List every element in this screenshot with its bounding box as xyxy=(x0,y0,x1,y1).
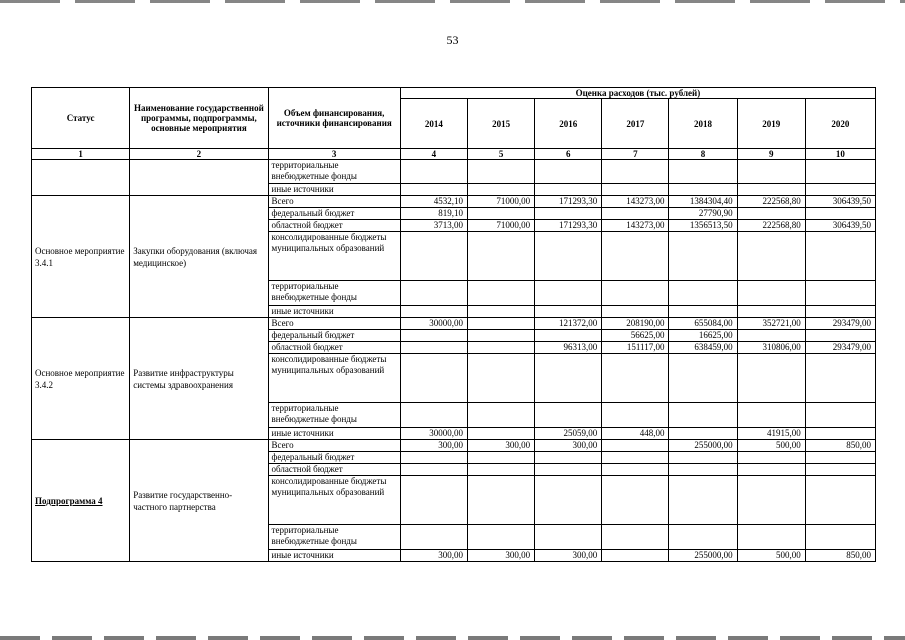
value-cell xyxy=(602,184,669,196)
value-cell xyxy=(400,232,467,281)
header-estimate: Оценка расходов (тыс. рублей) xyxy=(400,88,875,99)
value-cell: 208190,00 xyxy=(602,318,669,330)
source-cell: федеральный бюджет xyxy=(268,330,400,342)
value-cell xyxy=(535,476,602,525)
value-cell: 41915,00 xyxy=(737,428,805,440)
value-cell: 27790,90 xyxy=(669,208,737,220)
value-cell: 300,00 xyxy=(400,440,467,452)
value-cell xyxy=(467,354,534,403)
value-cell xyxy=(467,476,534,525)
value-cell xyxy=(467,452,534,464)
value-cell: 3713,00 xyxy=(400,220,467,232)
value-cell xyxy=(400,342,467,354)
value-cell xyxy=(602,281,669,306)
header-name: Наименование государственной программы, подпрограммы, основные мероприятия xyxy=(130,88,268,149)
value-cell: 143273,00 xyxy=(602,196,669,208)
col-number: 6 xyxy=(535,149,602,160)
value-cell xyxy=(805,464,875,476)
value-cell xyxy=(400,476,467,525)
value-cell xyxy=(535,232,602,281)
value-cell xyxy=(669,452,737,464)
value-cell: 255000,00 xyxy=(669,440,737,452)
value-cell xyxy=(805,476,875,525)
source-cell: областной бюджет xyxy=(268,342,400,354)
status-label: Основное мероприятие 3.4.2 xyxy=(35,367,125,390)
source-cell: консолидированные бюджеты муниципальных образований xyxy=(268,354,400,403)
value-cell xyxy=(535,184,602,196)
value-cell xyxy=(467,208,534,220)
value-cell xyxy=(400,403,467,428)
value-cell xyxy=(805,306,875,318)
value-cell xyxy=(737,476,805,525)
value-cell xyxy=(669,281,737,306)
value-cell xyxy=(669,306,737,318)
value-cell xyxy=(805,208,875,220)
header-status: Статус xyxy=(32,88,130,149)
value-cell: 819,10 xyxy=(400,208,467,220)
value-cell xyxy=(737,330,805,342)
value-cell xyxy=(467,281,534,306)
value-cell: 500,00 xyxy=(737,550,805,562)
source-cell: Всего xyxy=(268,196,400,208)
source-cell: областной бюджет xyxy=(268,220,400,232)
value-cell: 222568,80 xyxy=(737,196,805,208)
value-cell xyxy=(805,330,875,342)
measure-name: Закупки оборудования (включая медицинское) xyxy=(133,245,257,268)
table-row xyxy=(32,440,876,452)
value-cell xyxy=(805,403,875,428)
value-cell: 448,00 xyxy=(602,428,669,440)
header-year: 2017 xyxy=(602,99,669,149)
value-cell xyxy=(535,330,602,342)
value-cell xyxy=(602,160,669,184)
value-cell xyxy=(737,354,805,403)
source-cell: консолидированные бюджеты муниципальных образований xyxy=(268,232,400,281)
value-cell xyxy=(602,440,669,452)
status-label: Подпрограмма 4 xyxy=(35,495,103,506)
value-cell xyxy=(535,354,602,403)
value-cell: 300,00 xyxy=(467,440,534,452)
value-cell xyxy=(602,354,669,403)
col-number: 10 xyxy=(805,149,875,160)
value-cell: 300,00 xyxy=(535,550,602,562)
col-number: 2 xyxy=(130,149,268,160)
header-year: 2015 xyxy=(467,99,534,149)
value-cell xyxy=(535,208,602,220)
value-cell xyxy=(669,464,737,476)
value-cell xyxy=(805,452,875,464)
value-cell xyxy=(400,306,467,318)
value-cell xyxy=(467,160,534,184)
value-cell: 30000,00 xyxy=(400,428,467,440)
status-label: Основное мероприятие 3.4.1 xyxy=(35,245,125,268)
value-cell xyxy=(467,184,534,196)
name-cell xyxy=(130,196,268,318)
value-cell xyxy=(467,306,534,318)
source-cell: областной бюджет xyxy=(268,464,400,476)
col-number: 3 xyxy=(268,149,400,160)
source-cell: территориальные внебюджетные фонды xyxy=(268,160,400,184)
value-cell: 16625,00 xyxy=(669,330,737,342)
value-cell: 71000,00 xyxy=(467,220,534,232)
value-cell xyxy=(805,184,875,196)
col-number: 5 xyxy=(467,149,534,160)
value-cell: 30000,00 xyxy=(400,318,467,330)
value-cell xyxy=(400,160,467,184)
value-cell: 171293,30 xyxy=(535,220,602,232)
source-cell: Всего xyxy=(268,318,400,330)
header-year: 2018 xyxy=(669,99,737,149)
status-cell xyxy=(32,196,130,318)
value-cell xyxy=(805,525,875,550)
source-cell: федеральный бюджет xyxy=(268,208,400,220)
table-header xyxy=(32,88,876,160)
value-cell xyxy=(737,464,805,476)
value-cell xyxy=(400,464,467,476)
measure-name: Развитие инфраструктуры системы здравоохранения xyxy=(133,367,234,390)
value-cell xyxy=(669,160,737,184)
value-cell: 4532,10 xyxy=(400,196,467,208)
value-cell: 306439,50 xyxy=(805,196,875,208)
value-cell xyxy=(805,281,875,306)
value-cell xyxy=(737,452,805,464)
name-cell xyxy=(130,160,268,196)
value-cell xyxy=(400,281,467,306)
table-body xyxy=(32,160,876,562)
value-cell xyxy=(602,306,669,318)
value-cell: 306439,50 xyxy=(805,220,875,232)
header-year: 2016 xyxy=(535,99,602,149)
source-cell: Всего xyxy=(268,440,400,452)
col-number: 4 xyxy=(400,149,467,160)
value-cell xyxy=(535,160,602,184)
value-cell xyxy=(535,281,602,306)
value-cell: 638459,00 xyxy=(669,342,737,354)
value-cell xyxy=(669,184,737,196)
value-cell xyxy=(602,452,669,464)
value-cell xyxy=(602,476,669,525)
header-year: 2014 xyxy=(400,99,467,149)
value-cell: 96313,00 xyxy=(535,342,602,354)
value-cell: 151117,00 xyxy=(602,342,669,354)
value-cell xyxy=(535,452,602,464)
value-cell: 850,00 xyxy=(805,550,875,562)
value-cell xyxy=(467,342,534,354)
scan-edge-bottom xyxy=(0,636,905,640)
value-cell: 300,00 xyxy=(535,440,602,452)
source-cell: консолидированные бюджеты муниципальных образований xyxy=(268,476,400,525)
value-cell: 310806,00 xyxy=(737,342,805,354)
value-cell: 143273,00 xyxy=(602,220,669,232)
header-volume: Объем финансирования, источники финансирования xyxy=(268,88,400,149)
value-cell xyxy=(400,354,467,403)
scan-edge-top xyxy=(0,0,905,3)
table-row xyxy=(32,196,876,208)
value-cell xyxy=(805,160,875,184)
value-cell: 121372,00 xyxy=(535,318,602,330)
value-cell xyxy=(467,403,534,428)
value-cell: 1356513,50 xyxy=(669,220,737,232)
col-number: 7 xyxy=(602,149,669,160)
value-cell xyxy=(805,354,875,403)
value-cell xyxy=(737,306,805,318)
value-cell xyxy=(805,232,875,281)
value-cell xyxy=(535,525,602,550)
value-cell xyxy=(737,281,805,306)
value-cell xyxy=(400,184,467,196)
value-cell xyxy=(467,330,534,342)
col-number: 8 xyxy=(669,149,737,160)
value-cell: 500,00 xyxy=(737,440,805,452)
value-cell: 655084,00 xyxy=(669,318,737,330)
value-cell: 352721,00 xyxy=(737,318,805,330)
value-cell: 1384304,40 xyxy=(669,196,737,208)
value-cell xyxy=(669,403,737,428)
source-cell: иные источники xyxy=(268,428,400,440)
financing-table xyxy=(31,87,876,562)
source-cell: федеральный бюджет xyxy=(268,452,400,464)
value-cell xyxy=(400,452,467,464)
value-cell xyxy=(535,464,602,476)
page-number: 53 xyxy=(446,33,459,47)
source-cell: территориальные внебюджетные фонды xyxy=(268,525,400,550)
value-cell xyxy=(467,464,534,476)
value-cell xyxy=(400,330,467,342)
value-cell xyxy=(602,550,669,562)
name-cell xyxy=(130,318,268,440)
source-cell: территориальные внебюджетные фонды xyxy=(268,403,400,428)
value-cell xyxy=(602,525,669,550)
value-cell xyxy=(602,232,669,281)
value-cell xyxy=(602,464,669,476)
value-cell xyxy=(737,208,805,220)
value-cell xyxy=(467,525,534,550)
value-cell xyxy=(669,525,737,550)
value-cell xyxy=(669,232,737,281)
value-cell: 293479,00 xyxy=(805,342,875,354)
measure-name: Развитие государственно-частного партнерства xyxy=(133,489,233,512)
value-cell xyxy=(669,428,737,440)
value-cell xyxy=(467,428,534,440)
col-number: 9 xyxy=(737,149,805,160)
value-cell xyxy=(669,354,737,403)
status-cell xyxy=(32,440,130,562)
source-cell: территориальные внебюджетные фонды xyxy=(268,281,400,306)
value-cell xyxy=(400,525,467,550)
value-cell xyxy=(602,403,669,428)
value-cell: 300,00 xyxy=(400,550,467,562)
status-cell xyxy=(32,318,130,440)
value-cell xyxy=(535,403,602,428)
value-cell: 171293,30 xyxy=(535,196,602,208)
value-cell xyxy=(737,160,805,184)
value-cell xyxy=(737,403,805,428)
header-year: 2019 xyxy=(737,99,805,149)
value-cell: 71000,00 xyxy=(467,196,534,208)
value-cell xyxy=(602,208,669,220)
value-cell xyxy=(467,232,534,281)
table-row xyxy=(32,318,876,330)
value-cell: 56625,00 xyxy=(602,330,669,342)
value-cell xyxy=(805,428,875,440)
table-row xyxy=(32,160,876,184)
value-cell: 255000,00 xyxy=(669,550,737,562)
value-cell xyxy=(467,318,534,330)
value-cell: 222568,80 xyxy=(737,220,805,232)
value-cell: 25059,00 xyxy=(535,428,602,440)
source-cell: иные источники xyxy=(268,184,400,196)
value-cell: 300,00 xyxy=(467,550,534,562)
value-cell xyxy=(737,525,805,550)
value-cell xyxy=(737,184,805,196)
source-cell: иные источники xyxy=(268,550,400,562)
value-cell xyxy=(535,306,602,318)
value-cell: 293479,00 xyxy=(805,318,875,330)
source-cell: иные источники xyxy=(268,306,400,318)
value-cell xyxy=(737,232,805,281)
status-cell xyxy=(32,160,130,196)
value-cell: 850,00 xyxy=(805,440,875,452)
name-cell xyxy=(130,440,268,562)
col-number: 1 xyxy=(32,149,130,160)
header-year: 2020 xyxy=(805,99,875,149)
value-cell xyxy=(669,476,737,525)
